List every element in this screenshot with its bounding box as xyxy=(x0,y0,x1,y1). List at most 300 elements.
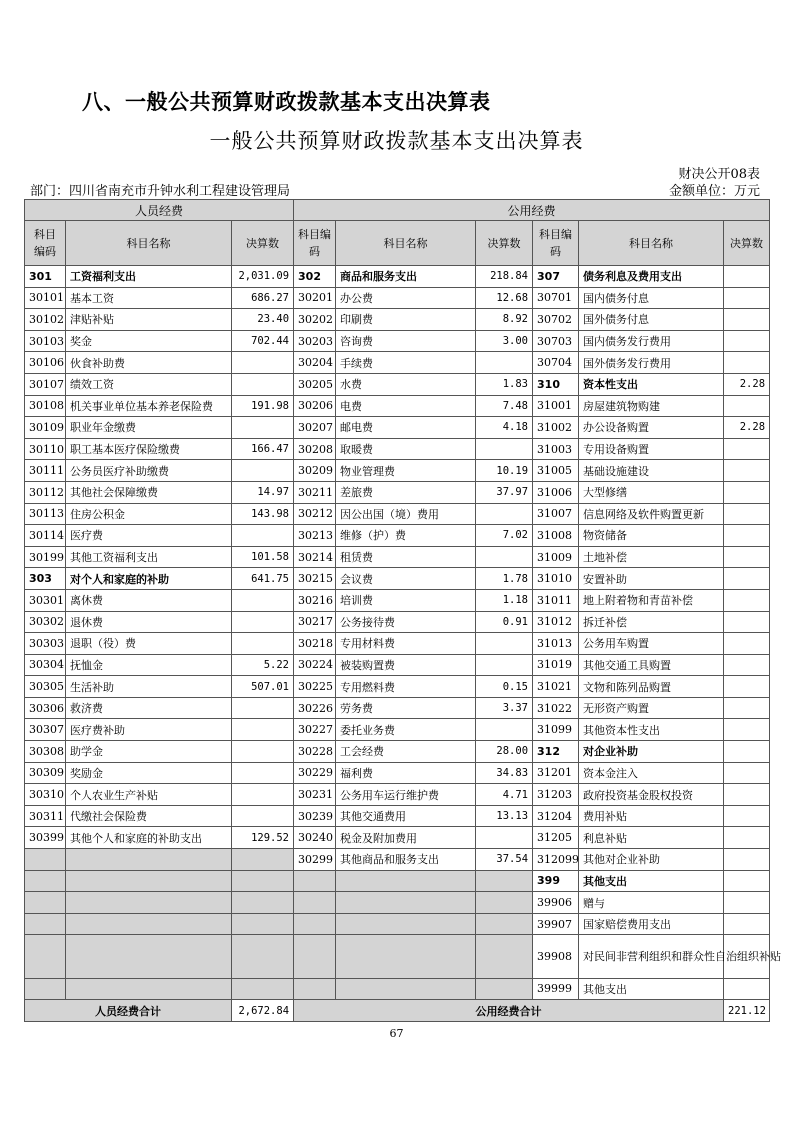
name-cell: 工会经费 xyxy=(336,741,476,763)
amount-cell: 1.83 xyxy=(476,373,533,395)
name-cell: 对个人和家庭的补助 xyxy=(66,568,232,590)
name-cell: 公务员医疗补助缴费 xyxy=(66,460,232,482)
empty-cell xyxy=(25,978,66,1000)
code-cell: 307 xyxy=(533,266,579,288)
amount-cell xyxy=(232,762,294,784)
empty-cell xyxy=(232,892,294,914)
amount-cell: 12.68 xyxy=(476,287,533,309)
code-cell: 30203 xyxy=(294,330,336,352)
amount-cell: 4.18 xyxy=(476,417,533,439)
empty-cell xyxy=(476,870,533,892)
name-cell: 其他社会保障缴费 xyxy=(66,481,232,503)
code-cell: 39907 xyxy=(533,913,579,935)
name-cell: 其他支出 xyxy=(579,978,724,1000)
empty-cell xyxy=(232,935,294,978)
table-row xyxy=(25,697,770,719)
table-row xyxy=(25,503,770,525)
code-cell: 30229 xyxy=(294,762,336,784)
amount-cell xyxy=(724,481,770,503)
code-cell: 303 xyxy=(25,568,66,590)
name-cell: 物业管理费 xyxy=(336,460,476,482)
amount-cell xyxy=(476,503,533,525)
code-cell: 30103 xyxy=(25,330,66,352)
code-cell: 30227 xyxy=(294,719,336,741)
name-cell: 专用材料费 xyxy=(336,633,476,655)
name-cell: 其他资本性支出 xyxy=(579,719,724,741)
name-cell: 津贴补贴 xyxy=(66,309,232,331)
amount-cell: 702.44 xyxy=(232,330,294,352)
code-cell: 301 xyxy=(25,266,66,288)
name-cell: 被装购置费 xyxy=(336,654,476,676)
name-cell: 信息网络及软件购置更新 xyxy=(579,503,724,525)
name-cell: 文物和陈列品购置 xyxy=(579,676,724,698)
name-cell: 退职（役）费 xyxy=(66,633,232,655)
empty-cell xyxy=(232,978,294,1000)
code-cell: 30304 xyxy=(25,654,66,676)
personnel-header: 人员经费 xyxy=(25,200,294,221)
name-cell: 生活补助 xyxy=(66,676,232,698)
empty-cell xyxy=(336,892,476,914)
code-cell: 30228 xyxy=(294,741,336,763)
col-code-header: 科目编码 xyxy=(25,221,66,266)
name-cell: 大型修缮 xyxy=(579,481,724,503)
table-row xyxy=(25,395,770,417)
code-cell: 30211 xyxy=(294,481,336,503)
code-cell: 30112 xyxy=(25,481,66,503)
code-cell: 30305 xyxy=(25,676,66,698)
empty-cell xyxy=(336,913,476,935)
code-cell: 30215 xyxy=(294,568,336,590)
amount-cell xyxy=(724,892,770,914)
amount-cell xyxy=(724,546,770,568)
code-cell: 31203 xyxy=(533,784,579,806)
table-row xyxy=(25,287,770,309)
amount-cell xyxy=(476,546,533,568)
amount-cell xyxy=(232,589,294,611)
code-cell: 30107 xyxy=(25,373,66,395)
code-cell: 30109 xyxy=(25,417,66,439)
code-cell: 30703 xyxy=(533,330,579,352)
empty-cell xyxy=(336,935,476,978)
amount-cell: 686.27 xyxy=(232,287,294,309)
name-cell: 其他对企业补助 xyxy=(579,849,724,871)
name-cell: 福利费 xyxy=(336,762,476,784)
table-row xyxy=(25,633,770,655)
amount-cell xyxy=(476,654,533,676)
code-cell: 30311 xyxy=(25,805,66,827)
name-cell: 国外债务发行费用 xyxy=(579,352,724,374)
code-cell: 30226 xyxy=(294,697,336,719)
name-cell: 电费 xyxy=(336,395,476,417)
empty-cell xyxy=(294,892,336,914)
page-number: 67 xyxy=(389,1027,404,1040)
amount-cell: 0.15 xyxy=(476,676,533,698)
unit-label: 金额单位：万元 xyxy=(668,184,760,199)
table-row xyxy=(25,870,770,892)
code-cell: 30225 xyxy=(294,676,336,698)
amount-cell xyxy=(724,762,770,784)
table-row xyxy=(25,525,770,547)
code-cell: 31010 xyxy=(533,568,579,590)
amount-cell: 143.98 xyxy=(232,503,294,525)
name-cell: 职工基本医疗保险缴费 xyxy=(66,438,232,460)
name-cell: 助学金 xyxy=(66,741,232,763)
name-cell: 差旅费 xyxy=(336,481,476,503)
code-cell: 30216 xyxy=(294,589,336,611)
code-cell: 312 xyxy=(533,741,579,763)
code-cell: 30201 xyxy=(294,287,336,309)
table-row xyxy=(25,589,770,611)
name-cell: 政府投资基金股权投资 xyxy=(579,784,724,806)
code-cell: 31205 xyxy=(533,827,579,849)
code-cell: 30302 xyxy=(25,611,66,633)
name-cell: 专用设备购置 xyxy=(579,438,724,460)
empty-cell xyxy=(232,913,294,935)
name-cell: 离休费 xyxy=(66,589,232,611)
name-cell: 办公设备购置 xyxy=(579,417,724,439)
code-cell: 39999 xyxy=(533,978,579,1000)
amount-cell xyxy=(232,460,294,482)
table-row xyxy=(25,892,770,914)
code-cell: 30209 xyxy=(294,460,336,482)
name-cell: 绩效工资 xyxy=(66,373,232,395)
col-amount-header: 决算数 xyxy=(232,221,294,266)
name-cell: 取暖费 xyxy=(336,438,476,460)
name-cell: 会议费 xyxy=(336,568,476,590)
col-amount-header: 决算数 xyxy=(476,221,533,266)
table-row xyxy=(25,913,770,935)
name-cell: 公务接待费 xyxy=(336,611,476,633)
amount-cell xyxy=(232,784,294,806)
name-cell: 其他交通费用 xyxy=(336,805,476,827)
amount-cell xyxy=(232,352,294,374)
amount-cell: 129.52 xyxy=(232,827,294,849)
code-cell: 30202 xyxy=(294,309,336,331)
code-cell: 30309 xyxy=(25,762,66,784)
amount-cell xyxy=(724,330,770,352)
amount-cell xyxy=(232,805,294,827)
name-cell: 安置补助 xyxy=(579,568,724,590)
code-cell: 30310 xyxy=(25,784,66,806)
name-cell: 租赁费 xyxy=(336,546,476,568)
empty-cell xyxy=(336,870,476,892)
code-cell: 30701 xyxy=(533,287,579,309)
amount-cell xyxy=(724,589,770,611)
name-cell: 医疗费补助 xyxy=(66,719,232,741)
amount-cell: 37.54 xyxy=(476,849,533,871)
empty-cell xyxy=(66,870,232,892)
code-cell: 31022 xyxy=(533,697,579,719)
empty-cell xyxy=(66,913,232,935)
section-title: 八、一般公共预算财政拨款基本支出决算表 xyxy=(82,90,491,114)
name-cell: 其他支出 xyxy=(579,870,724,892)
amount-cell xyxy=(724,978,770,1000)
code-cell: 310 xyxy=(533,373,579,395)
name-cell: 土地补偿 xyxy=(579,546,724,568)
empty-cell xyxy=(25,870,66,892)
code-cell: 30239 xyxy=(294,805,336,827)
name-cell: 咨询费 xyxy=(336,330,476,352)
table-row xyxy=(25,611,770,633)
code-cell: 30110 xyxy=(25,438,66,460)
name-cell: 公务用车运行维护费 xyxy=(336,784,476,806)
personnel-total-label: 人员经费合计 xyxy=(25,1000,232,1022)
code-cell: 30213 xyxy=(294,525,336,547)
table-row xyxy=(25,719,770,741)
code-cell: 31003 xyxy=(533,438,579,460)
amount-cell: 23.40 xyxy=(232,309,294,331)
code-cell: 30399 xyxy=(25,827,66,849)
name-cell: 手续费 xyxy=(336,352,476,374)
amount-cell xyxy=(724,503,770,525)
amount-cell: 5.22 xyxy=(232,654,294,676)
code-cell: 31008 xyxy=(533,525,579,547)
amount-cell: 641.75 xyxy=(232,568,294,590)
empty-cell xyxy=(25,913,66,935)
name-cell: 邮电费 xyxy=(336,417,476,439)
amount-cell: 13.13 xyxy=(476,805,533,827)
table-row xyxy=(25,762,770,784)
name-cell: 机关事业单位基本养老保险费 xyxy=(66,395,232,417)
code-cell: 31019 xyxy=(533,654,579,676)
empty-cell xyxy=(66,849,232,871)
empty-cell xyxy=(294,935,336,978)
name-cell: 奖励金 xyxy=(66,762,232,784)
amount-cell xyxy=(724,827,770,849)
name-cell: 物资储备 xyxy=(579,525,724,547)
code-cell: 30207 xyxy=(294,417,336,439)
table-row xyxy=(25,309,770,331)
public-total-label: 公用经费合计 xyxy=(294,1000,724,1022)
empty-cell xyxy=(476,978,533,1000)
name-cell: 工资福利支出 xyxy=(66,266,232,288)
empty-cell xyxy=(66,892,232,914)
table-row xyxy=(25,805,770,827)
code-cell: 30231 xyxy=(294,784,336,806)
amount-cell xyxy=(232,633,294,655)
code-cell: 39906 xyxy=(533,892,579,914)
code-cell: 31011 xyxy=(533,589,579,611)
name-cell: 办公费 xyxy=(336,287,476,309)
code-cell: 31007 xyxy=(533,503,579,525)
name-cell: 对企业补助 xyxy=(579,741,724,763)
public-total-amount: 221.12 xyxy=(724,1000,770,1022)
code-cell: 312099 xyxy=(533,849,579,871)
amount-cell xyxy=(724,611,770,633)
table-row xyxy=(25,676,770,698)
name-cell: 拆迁补偿 xyxy=(579,611,724,633)
amount-cell: 507.01 xyxy=(232,676,294,698)
table-row xyxy=(25,438,770,460)
table-row xyxy=(25,568,770,590)
amount-cell xyxy=(232,373,294,395)
amount-cell: 7.48 xyxy=(476,395,533,417)
code-cell: 30199 xyxy=(25,546,66,568)
code-cell: 30240 xyxy=(294,827,336,849)
amount-cell xyxy=(724,287,770,309)
table-row xyxy=(25,373,770,395)
code-cell: 31201 xyxy=(533,762,579,784)
name-cell: 奖金 xyxy=(66,330,232,352)
name-cell: 税金及附加费用 xyxy=(336,827,476,849)
name-cell: 利息补贴 xyxy=(579,827,724,849)
empty-cell xyxy=(476,935,533,978)
name-cell: 公务用车购置 xyxy=(579,633,724,655)
code-cell: 31204 xyxy=(533,805,579,827)
amount-cell: 1.78 xyxy=(476,568,533,590)
empty-cell xyxy=(294,913,336,935)
amount-cell xyxy=(724,309,770,331)
personnel-total-amount: 2,672.84 xyxy=(232,1000,294,1022)
name-cell: 基本工资 xyxy=(66,287,232,309)
amount-cell: 8.92 xyxy=(476,309,533,331)
amount-cell: 218.84 xyxy=(476,266,533,288)
name-cell: 因公出国（境）费用 xyxy=(336,503,476,525)
amount-cell xyxy=(232,719,294,741)
name-cell: 地上附着物和青苗补偿 xyxy=(579,589,724,611)
table-row xyxy=(25,417,770,439)
amount-cell xyxy=(724,697,770,719)
amount-cell xyxy=(476,633,533,655)
name-cell: 国内债务发行费用 xyxy=(579,330,724,352)
amount-cell xyxy=(724,654,770,676)
empty-cell xyxy=(294,978,336,1000)
code-cell: 30702 xyxy=(533,309,579,331)
name-cell: 商品和服务支出 xyxy=(336,266,476,288)
code-cell: 31012 xyxy=(533,611,579,633)
name-cell: 国外债务付息 xyxy=(579,309,724,331)
table-row xyxy=(25,481,770,503)
code-cell: 30217 xyxy=(294,611,336,633)
table-row xyxy=(25,935,770,978)
code-cell: 30111 xyxy=(25,460,66,482)
name-cell: 对民间非营利组织和群众性自治组织补贴 xyxy=(579,935,724,978)
amount-cell xyxy=(232,697,294,719)
name-cell: 医疗费 xyxy=(66,525,232,547)
empty-cell xyxy=(476,892,533,914)
table-row xyxy=(25,352,770,374)
amount-cell xyxy=(724,568,770,590)
amount-cell xyxy=(232,741,294,763)
code-cell: 30114 xyxy=(25,525,66,547)
amount-cell xyxy=(724,805,770,827)
name-cell: 退休费 xyxy=(66,611,232,633)
amount-cell: 166.47 xyxy=(232,438,294,460)
empty-cell xyxy=(232,849,294,871)
col-name-header: 科目名称 xyxy=(66,221,232,266)
amount-cell xyxy=(724,633,770,655)
name-cell: 无形资产购置 xyxy=(579,697,724,719)
amount-cell xyxy=(724,460,770,482)
table-row xyxy=(25,654,770,676)
code-cell: 30299 xyxy=(294,849,336,871)
amount-cell xyxy=(724,913,770,935)
code-cell: 30106 xyxy=(25,352,66,374)
amount-cell xyxy=(724,870,770,892)
name-cell: 水费 xyxy=(336,373,476,395)
amount-cell: 1.18 xyxy=(476,589,533,611)
code-cell: 30208 xyxy=(294,438,336,460)
name-cell: 其他商品和服务支出 xyxy=(336,849,476,871)
table-row xyxy=(25,546,770,568)
name-cell: 伙食补助费 xyxy=(66,352,232,374)
col-name-header: 科目名称 xyxy=(579,221,724,266)
name-cell: 资本性支出 xyxy=(579,373,724,395)
amount-cell: 4.71 xyxy=(476,784,533,806)
name-cell: 代缴社会保险费 xyxy=(66,805,232,827)
table-row xyxy=(25,330,770,352)
amount-cell xyxy=(724,676,770,698)
code-cell: 30301 xyxy=(25,589,66,611)
amount-cell xyxy=(724,352,770,374)
amount-cell: 10.19 xyxy=(476,460,533,482)
amount-cell xyxy=(476,352,533,374)
amount-cell: 101.58 xyxy=(232,546,294,568)
amount-cell: 2.28 xyxy=(724,373,770,395)
code-cell: 30307 xyxy=(25,719,66,741)
amount-cell: 191.98 xyxy=(232,395,294,417)
amount-cell: 2,031.09 xyxy=(232,266,294,288)
name-cell: 职业年金缴费 xyxy=(66,417,232,439)
code-cell: 30212 xyxy=(294,503,336,525)
code-cell: 30218 xyxy=(294,633,336,655)
table-body xyxy=(25,266,782,1000)
amount-cell xyxy=(724,784,770,806)
name-cell: 其他工资福利支出 xyxy=(66,546,232,568)
col-amount-header: 决算数 xyxy=(724,221,770,266)
code-cell: 399 xyxy=(533,870,579,892)
name-cell: 其他交通工具购置 xyxy=(579,654,724,676)
empty-cell xyxy=(25,892,66,914)
amount-cell xyxy=(476,438,533,460)
name-cell: 劳务费 xyxy=(336,697,476,719)
code-cell: 31009 xyxy=(533,546,579,568)
code-cell: 30206 xyxy=(294,395,336,417)
amount-cell xyxy=(476,719,533,741)
amount-cell xyxy=(724,525,770,547)
empty-cell xyxy=(336,978,476,1000)
amount-cell xyxy=(724,438,770,460)
amount-cell: 28.00 xyxy=(476,741,533,763)
name-cell: 房屋建筑物购建 xyxy=(579,395,724,417)
amount-cell: 14.97 xyxy=(232,481,294,503)
form-code: 财决公开08表 xyxy=(678,167,760,182)
amount-cell xyxy=(724,849,770,871)
name-cell: 其他个人和家庭的补助支出 xyxy=(66,827,232,849)
empty-cell xyxy=(25,849,66,871)
table-row xyxy=(25,266,770,288)
empty-cell xyxy=(25,935,66,978)
amount-cell xyxy=(232,611,294,633)
name-cell: 赠与 xyxy=(579,892,724,914)
name-cell: 费用补贴 xyxy=(579,805,724,827)
name-cell: 培训费 xyxy=(336,589,476,611)
name-cell: 基础设施建设 xyxy=(579,460,724,482)
amount-cell xyxy=(724,266,770,288)
code-cell: 30704 xyxy=(533,352,579,374)
name-cell: 国内债务付息 xyxy=(579,287,724,309)
amount-cell xyxy=(724,719,770,741)
code-cell: 30101 xyxy=(25,287,66,309)
code-cell: 30224 xyxy=(294,654,336,676)
code-cell: 30204 xyxy=(294,352,336,374)
empty-cell xyxy=(294,870,336,892)
name-cell: 委托业务费 xyxy=(336,719,476,741)
amount-cell xyxy=(724,395,770,417)
code-cell: 30113 xyxy=(25,503,66,525)
code-cell: 30102 xyxy=(25,309,66,331)
code-cell: 31005 xyxy=(533,460,579,482)
